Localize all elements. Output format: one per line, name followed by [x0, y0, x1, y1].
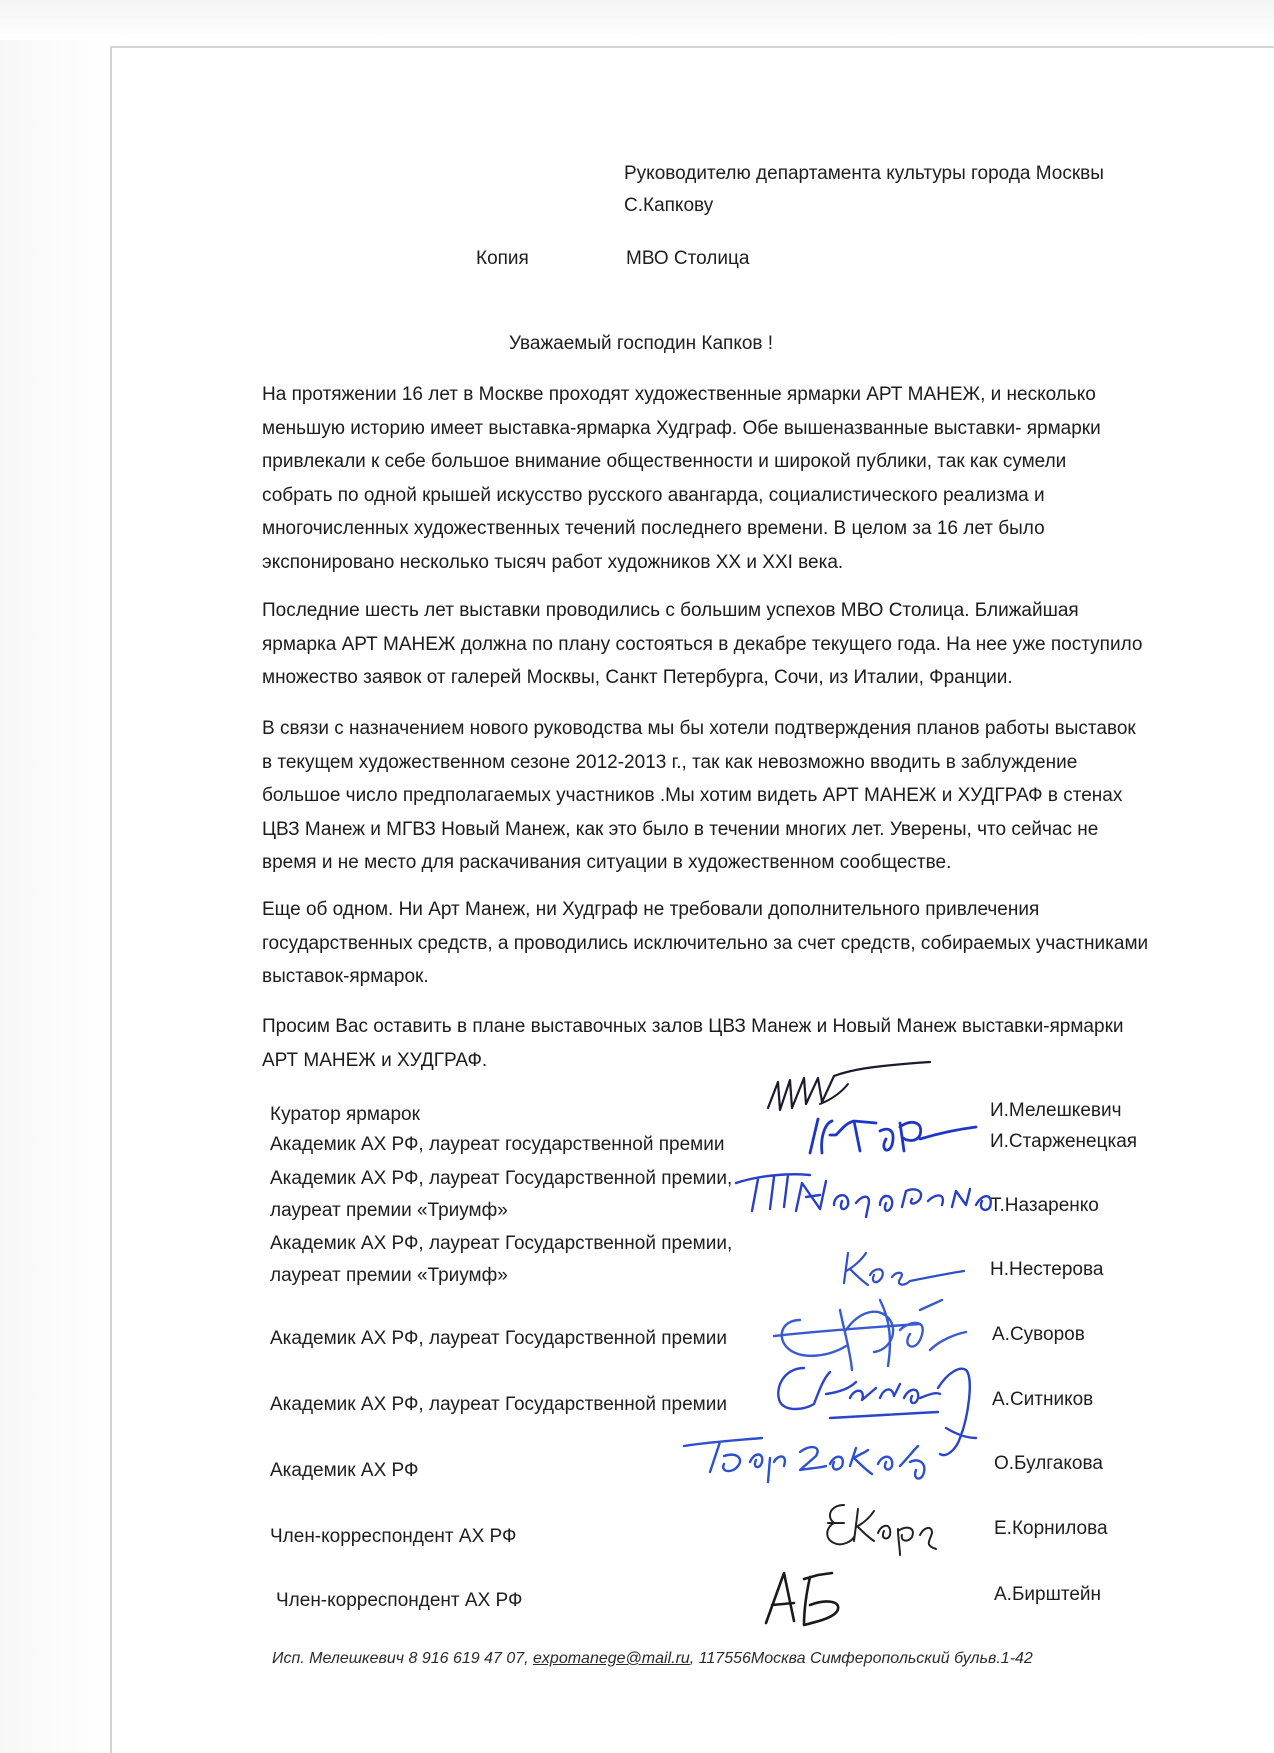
- addressee-line-2: С.Капкову: [624, 195, 714, 216]
- signatory-title: лауреат премии «Триумф»: [270, 1200, 508, 1221]
- signatory-name: А.Суворов: [992, 1324, 1085, 1345]
- paragraph-line: Еще об одном. Ни Арт Манеж, ни Худграф не требовали дополнительного привлечения: [262, 899, 1040, 920]
- signatory-name: Т.Назаренко: [990, 1195, 1099, 1216]
- paragraph-line: выставок-ярмарок.: [262, 966, 429, 987]
- paragraph-1: [262, 378, 1101, 579]
- salutation: Уважаемый господин Капков !: [509, 333, 774, 354]
- paragraph-line: в текущем художественном сезоне 2012-2013 г., так как невозможно вводить в заблуждение: [262, 751, 1078, 773]
- paragraph-3: [262, 712, 1136, 880]
- signature-bulgakova: [680, 1422, 950, 1502]
- signatory-title: Куратор ярмарок: [270, 1104, 420, 1125]
- paragraph-line: В связи с назначением нового руководства мы бы хотели подтверждения планов работы выставок: [262, 718, 1136, 739]
- copy-label: Копия: [476, 248, 529, 269]
- signatory-title: Академик АХ РФ, лауреат Государственной премии,: [270, 1233, 733, 1254]
- signatory-title: Член-корреспондент АХ РФ: [276, 1590, 523, 1611]
- paragraph-line: время и не место для раскачивания ситуации в художественном сообществе.: [262, 852, 952, 873]
- paragraph-line: многочисленных художественных течений последнего времени. В целом за 16 лет было: [262, 518, 1045, 539]
- signatory-title: Член-корреспондент АХ РФ: [270, 1526, 517, 1547]
- signatory-name: И.Старженецкая: [990, 1131, 1138, 1152]
- paragraph-5: [262, 1010, 1124, 1077]
- signature-nesterova: [840, 1245, 970, 1295]
- scan-edge-top: [0, 0, 1274, 40]
- signatory-title: лауреат премии «Триумф»: [270, 1265, 508, 1286]
- signatory-title: Академик АХ РФ, лауреат Государственной премии,: [270, 1168, 733, 1189]
- paragraph-line: Просим Вас оставить в плане выставочных залов ЦВЗ Манеж и Новый Манеж выставки-ярмарки: [262, 1016, 1124, 1037]
- signature-kornilova: [820, 1497, 950, 1557]
- signatory-name: А.Ситников: [992, 1389, 1094, 1410]
- signatory-name: Е.Корнилова: [994, 1518, 1108, 1539]
- signatory-title: Академик АХ РФ, лауреат Государственной премии: [270, 1394, 727, 1415]
- footer-suffix: , 117556Москва Симферопольский бульв.1-42: [689, 1650, 1033, 1667]
- signatory-title: Академик АХ РФ: [270, 1460, 419, 1481]
- paragraph-line: большое число предполагаемых участников .Мы хотим видеть АРТ МАНЕЖ и ХУДГРАФ в стенах: [262, 785, 1123, 806]
- paragraph-line: привлекали к себе большое внимание общественности и широкой публики, так как сумели: [262, 451, 1067, 472]
- paragraph-2: [262, 594, 1142, 695]
- paragraph-line: собрать по одной крышей искусство русского авангарда, социалистического реализма и: [262, 484, 1045, 506]
- paragraph-line: меньшую историю имеет выставка-ярмарка Худграф. Обе вышеназванные выставки- ярмарки: [262, 417, 1101, 439]
- addressee-line-1: Руководителю департамента культуры города Москвы: [624, 163, 1104, 184]
- paragraph-line: множество заявок от галерей Москвы, Санкт Петербурга, Сочи, из Италии, Франции.: [262, 667, 1013, 688]
- paragraph-line: Последние шесть лет выставки проводились с большим успехов МВО Столица. Ближайшая: [262, 600, 1079, 621]
- paragraph-line: На протяжении 16 лет в Москве проходят художественные ярмарки АРТ МАНЕЖ, и несколько: [262, 384, 1096, 405]
- paragraph-line: экспонировано несколько тысяч работ художников XX и XXI века.: [262, 551, 844, 573]
- signatory-name: И.Мелешкевич: [990, 1100, 1122, 1121]
- signature-nazarenko: [730, 1165, 1000, 1225]
- signatory-name: О.Булгакова: [994, 1453, 1103, 1474]
- copy-recipient: МВО Столица: [626, 248, 750, 269]
- signature-starzhenetskaya: [800, 1105, 980, 1165]
- scan-edge-left: [0, 40, 110, 1753]
- paper-edge: [110, 46, 1274, 48]
- signatory-title: Академик АХ РФ, лауреат Государственной премии: [270, 1328, 727, 1349]
- paper-edge: [110, 46, 112, 1753]
- contact-footer: [272, 1650, 1033, 1668]
- paragraph-4: [262, 893, 1148, 994]
- signatory-title: Академик АХ РФ, лауреат государственной премии: [270, 1134, 725, 1155]
- signatory-name: А.Бирштейн: [994, 1584, 1102, 1605]
- paragraph-line: государственных средств, а проводились исключительно за счет средств, собираемых участниками: [262, 932, 1149, 954]
- paragraph-line: ЦВЗ Манеж и МГВЗ Новый Манеж, как это было в течении многих лет. Уверены, что сейчас не: [262, 818, 1099, 840]
- footer-prefix: Исп. Мелешкевич 8 916 619 47 07,: [272, 1650, 534, 1667]
- paragraph-line: ярмарка АРТ МАНЕЖ должна по плану состояться в декабре текущего года. На нее уже поступило: [262, 633, 1143, 655]
- footer-email-link[interactable]: expomanege@mail.ru: [533, 1650, 690, 1667]
- paragraph-line: АРТ МАНЕЖ и ХУДГРАФ.: [262, 1049, 488, 1071]
- signature-birshtein: [760, 1565, 850, 1635]
- signatory-name: Н.Нестерова: [990, 1259, 1104, 1280]
